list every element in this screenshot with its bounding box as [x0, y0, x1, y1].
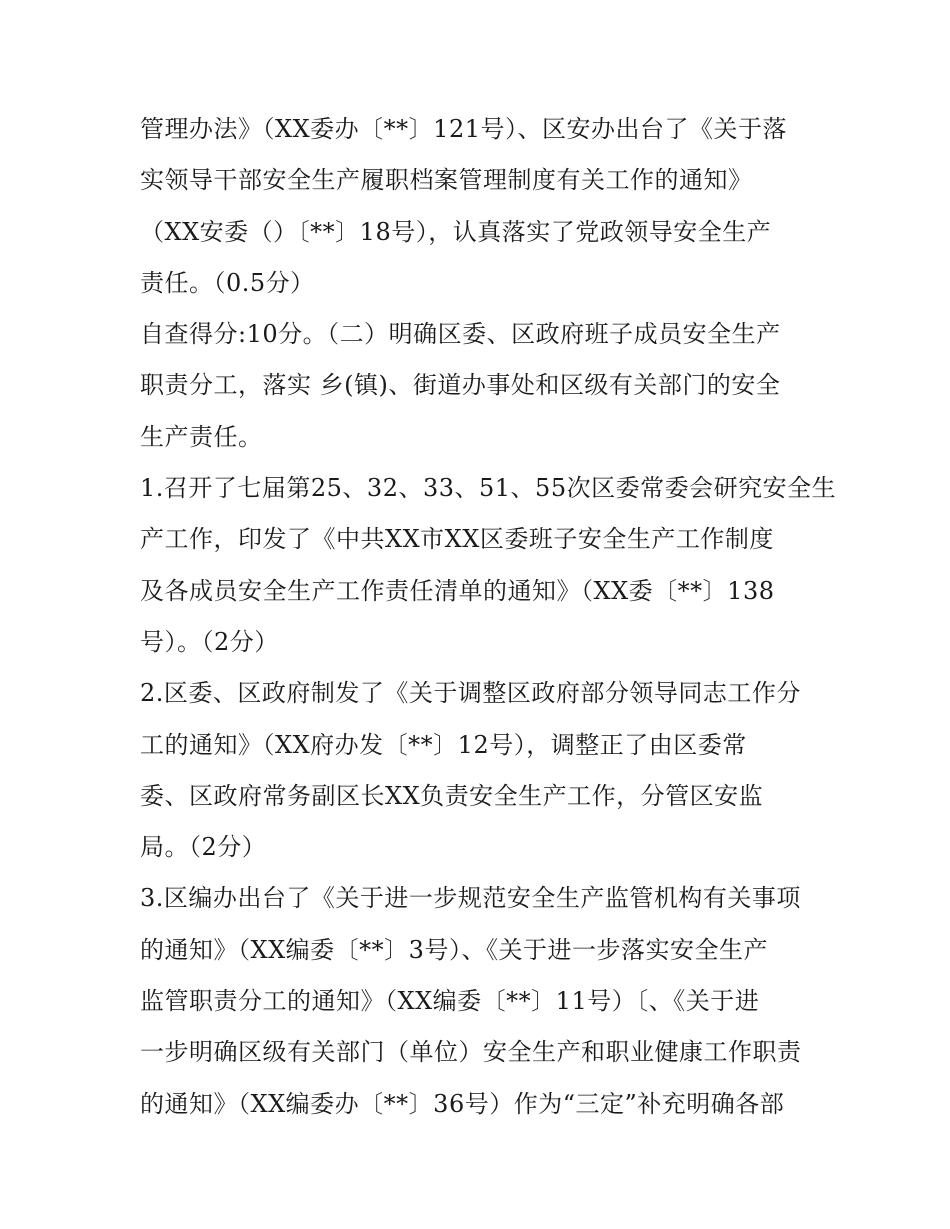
- text-line: 生产责任。: [140, 422, 263, 451]
- text-line: 的通知》（XX编委〔**〕3号）、《关于进一步落实安全生产: [140, 935, 768, 964]
- text-line: 责任。（0.5分）: [140, 268, 315, 297]
- document-body: [140, 104, 837, 1130]
- text-line: 监管职责分工的通知》（XX编委〔**〕11号）〔、《关于进: [140, 987, 760, 1016]
- text-line: 产工作，印发了《中共XX市XX区委班子安全生产工作制度: [140, 525, 774, 554]
- text-line: 管理办法》（XX委办〔**〕121号）、区安办出台了《关于落: [140, 115, 787, 143]
- text-line: 委、区政府常务副区长XX负责安全生产工作，分管区安监: [140, 781, 764, 810]
- text-line: 3.区编办出台了《关于进一步规范安全生产监管机构有关事项: [140, 884, 801, 913]
- text-line: 及各成员安全生产工作责任清单的通知》（XX委〔**〕138: [140, 576, 775, 605]
- text-line: 2.区委、区政府制发了《关于调整区政府部分领导同志工作分: [140, 679, 801, 708]
- text-line: 工的通知》（XX府办发〔**〕12号），调整正了由区委常: [140, 730, 747, 759]
- text-line: 自查得分:10分。（二）明确区委、区政府班子成员安全生产: [140, 320, 781, 349]
- text-line: （XX安委（）〔**〕18号），认真落实了党政领导安全生产: [140, 217, 772, 246]
- text-line: 号）。（2分）: [140, 627, 279, 656]
- text-line: 职责分工，落实 乡(镇)、街道办事处和区级有关部门的安全: [140, 371, 781, 400]
- text-line: 的通知》（XX编委办〔**〕36号）作为“三定”补充明确各部: [140, 1089, 785, 1118]
- text-line: 局。（2分）: [140, 833, 267, 862]
- text-line: 实领导干部安全生产履职档案管理制度有关工作的通知》: [140, 166, 753, 195]
- text-line: 1.召开了七届第25、32、33、51、55次区委常委会研究安全生: [140, 474, 837, 503]
- text-line: 一步明确区级有关部门（单位）安全生产和职业健康工作职责: [140, 1038, 802, 1067]
